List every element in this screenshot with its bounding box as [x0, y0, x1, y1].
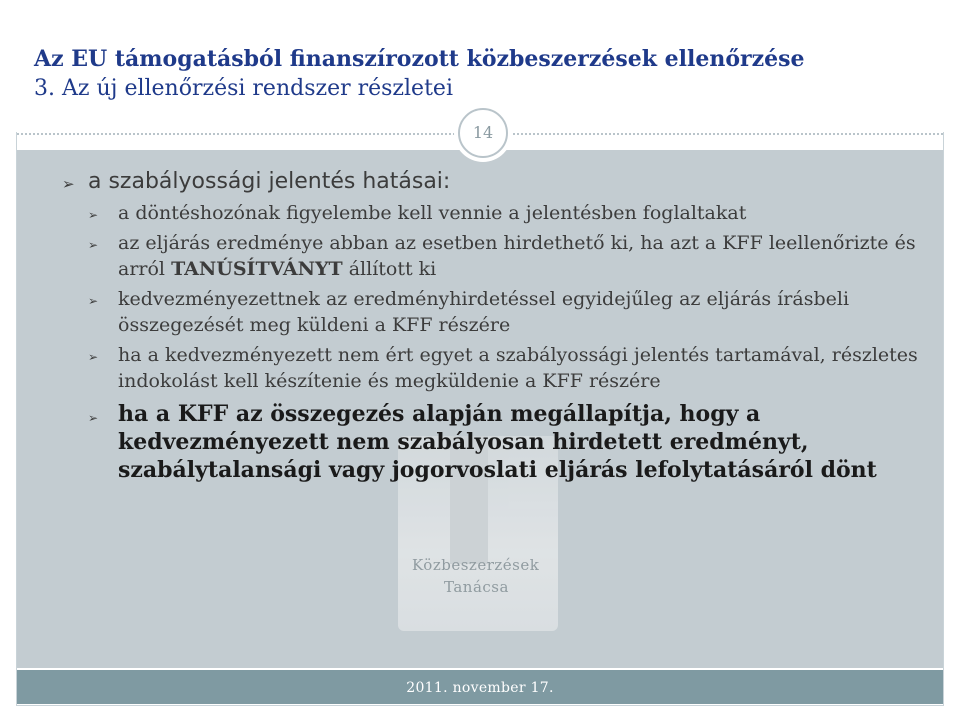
arrow-bullet-icon: ➢ — [88, 294, 99, 308]
sub-bullet-3 — [62, 286, 922, 338]
sub-bullet-text: kedvezményezettnek az eredményhirdetéssel egyidejűleg az eljárás írásbeli összegezését meg küldeni a KFF részére — [118, 288, 850, 336]
arrow-bullet-icon: ➢ — [88, 350, 99, 364]
bullet-list — [62, 168, 922, 484]
arrow-bullet-icon: ➢ — [88, 411, 99, 425]
title-line-2: 3. Az új ellenőrzési rendszer részletei — [34, 76, 453, 101]
sub-bullet-emphasis: TANÚSÍTVÁNYT — [171, 258, 343, 280]
watermark-line-2: Tanácsa — [444, 578, 509, 596]
sub-bullet-1 — [62, 200, 922, 226]
watermark-text — [412, 554, 539, 598]
sub-bullet-5 — [62, 400, 922, 484]
sub-bullet-text: ha a KFF az összegezés alapján megállapítja, hogy a kedvezményezett nem szabályosan hirdetett eredményt, szabálytalansági vagy jogorvoslati eljárás lefolytatásáról dönt — [118, 401, 877, 483]
arrow-bullet-icon: ➢ — [62, 175, 75, 193]
slide-title — [34, 44, 804, 104]
main-bullet-text: a szabályossági jelentés hatásai: — [88, 169, 451, 194]
sub-bullet-tail: állított ki — [348, 258, 437, 280]
sub-bullet-text: a döntéshozónak figyelembe kell vennie a jelentésben foglaltakat — [118, 202, 747, 224]
page-number: 14 — [472, 123, 494, 142]
page-number-badge — [458, 108, 508, 158]
sub-bullet-text: az eljárás eredménye abban az esetben hirdethető ki, ha azt a KFF leellenőrizte és arról — [118, 232, 916, 280]
sub-bullet-2 — [62, 230, 922, 282]
arrow-bullet-icon: ➢ — [88, 208, 99, 222]
watermark-line-1: Közbeszerzések — [412, 556, 540, 574]
sub-bullet-4 — [62, 342, 922, 394]
main-bullet — [62, 168, 922, 196]
footer-date: 2011. november 17. — [406, 680, 554, 696]
title-line-1: Az EU támogatásból finanszírozott közbeszerzések ellenőrzése — [34, 46, 805, 72]
sub-bullet-text: ha a kedvezményezett nem ért egyet a szabályossági jelentés tartamával, részletes indokolást kell készítenie és megküldenie a KFF részére — [118, 344, 918, 392]
arrow-bullet-icon: ➢ — [88, 238, 99, 252]
